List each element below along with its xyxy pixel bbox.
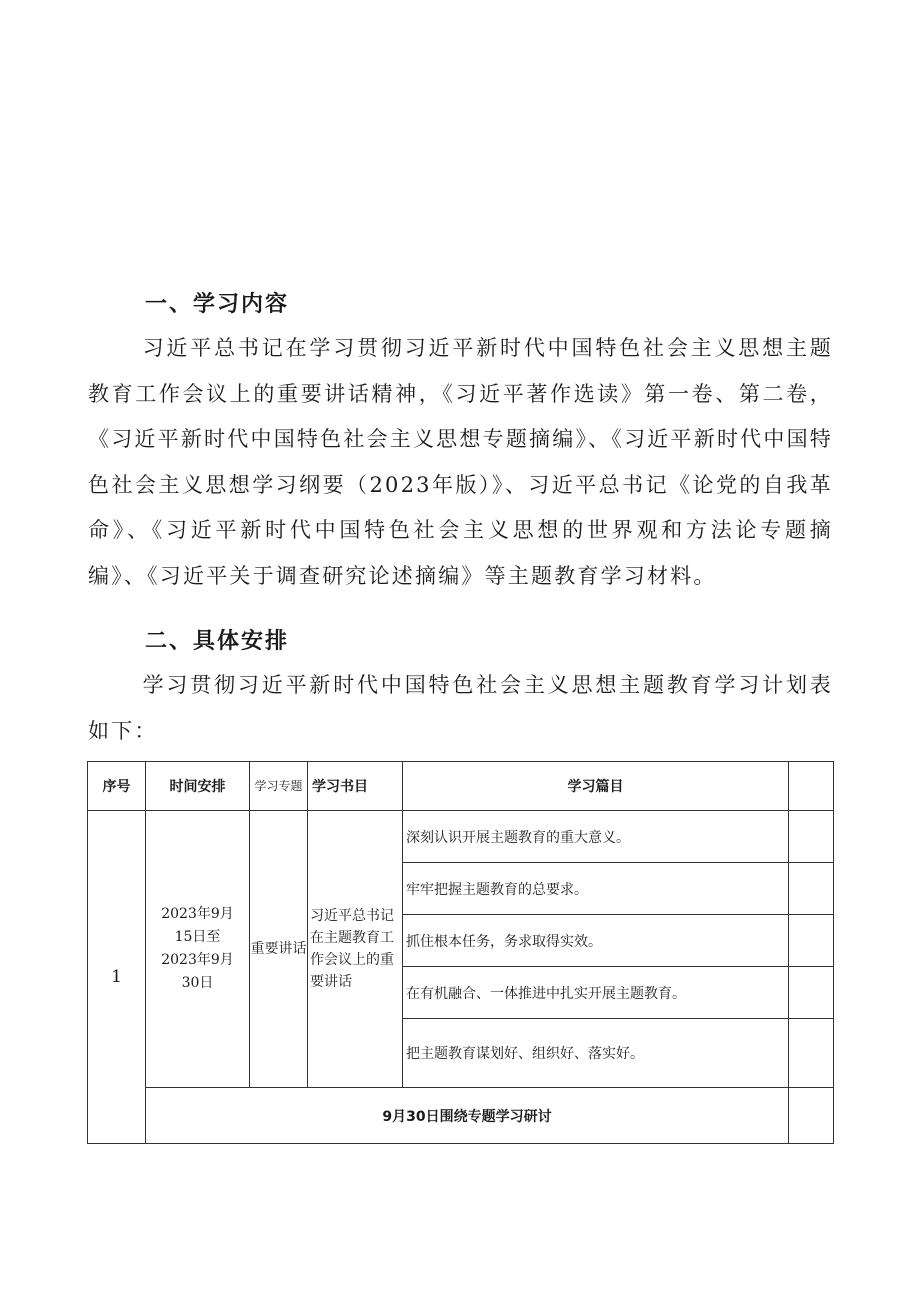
blank-cell bbox=[789, 1019, 834, 1088]
blank-cell bbox=[789, 863, 834, 915]
header-chapter: 学习篇目 bbox=[403, 762, 789, 811]
header-index: 序号 bbox=[88, 762, 146, 811]
chapter-item: 深刻认识开展主题教育的重大意义。 bbox=[403, 811, 789, 863]
chapter-item: 抓住根本任务，务求取得实效。 bbox=[403, 915, 789, 967]
blank-cell bbox=[789, 811, 834, 863]
row-book: 习近平总书记在主题教育工作会议上的重要讲话 bbox=[308, 811, 403, 1088]
section-1-heading: 一、学习内容 bbox=[145, 292, 290, 317]
header-time: 时间安排 bbox=[146, 762, 250, 811]
section-2-heading: 二、具体安排 bbox=[145, 629, 290, 654]
section-1-paragraph: 习近平总书记在学习贯彻习近平新时代中国特色社会主义思想主题教育工作会议上的重要讲话精神，《习近平著作选读》第一卷、第二卷，《习近平新时代中国特色社会主义思想专题摘编》、《习近平新时代中国特色社会主义思想学习纲要（2023年版）》、习近平总书记《论党的自我革命》、《习近平新时代中国特色社会主义思想的世界观和方法论专题摘编》、《习近平关于调查研究论述摘编》等主题教育学习材料。 bbox=[88, 336, 833, 588]
table-row bbox=[88, 811, 834, 863]
chapter-item: 把主题教育谋划好、组织好、落实好。 bbox=[403, 1019, 789, 1088]
header-topic: 学习专题 bbox=[250, 762, 308, 811]
header-book: 学习书目 bbox=[308, 762, 403, 811]
section-2-paragraph: 学习贯彻习近平新时代中国特色社会主义思想主题教育学习计划表如下： bbox=[88, 673, 833, 743]
header-blank bbox=[789, 762, 834, 811]
blank-cell bbox=[789, 967, 834, 1019]
time-line-2: 15日至 bbox=[174, 929, 221, 945]
chapter-item: 在有机融合、一体推进中扎实开展主题教育。 bbox=[403, 967, 789, 1019]
summary-row bbox=[88, 1088, 834, 1144]
row-topic: 重要讲话 bbox=[250, 811, 308, 1088]
row-index: 1 bbox=[88, 811, 146, 1144]
blank-cell bbox=[789, 1088, 834, 1144]
time-line-1: 2023年9月 bbox=[161, 906, 234, 922]
study-plan-table bbox=[87, 761, 834, 1144]
row-time bbox=[146, 811, 250, 1088]
time-line-3: 2023年9月 bbox=[161, 952, 234, 968]
chapter-item: 牢牢把握主题教育的总要求。 bbox=[403, 863, 789, 915]
table-header-row bbox=[88, 762, 834, 811]
time-line-4: 30日 bbox=[181, 975, 214, 991]
blank-cell bbox=[789, 915, 834, 967]
summary-cell: 9月30日围绕专题学习研讨 bbox=[146, 1088, 789, 1144]
